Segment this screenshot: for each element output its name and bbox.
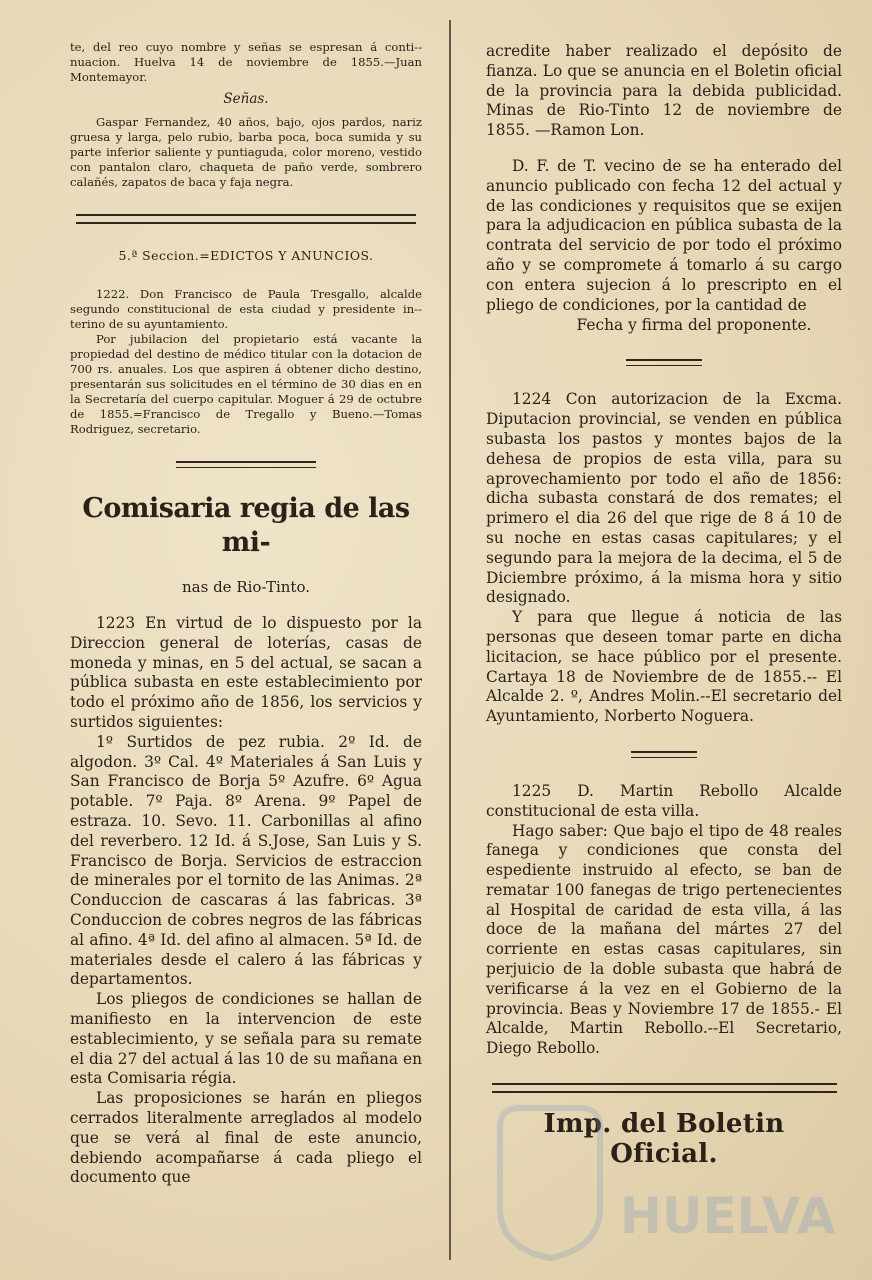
proposal-model: D. F. de T. vecino de se ha enterado del anuncio publicado con fecha 12 del actual y de las condiciones y requisitos que se exijen para la adjudicacion en pública subasta de la contrata del servicio de por todo el próximo año y se compromete á tomarlo á su cargo con entera sujecion á lo prescripto en el pliego de condiciones, por la cantidad de: [486, 156, 842, 314]
left-column: [70, 40, 422, 1188]
deposit-notice: acredite haber realizado el depósito de fianza. Lo que se anuncia en el Boletin oficial de la provincia para la debida publicidad. Minas de Rio-Tinto 12 de noviembre de 1855. —Ramon Lon.: [486, 42, 842, 140]
comisaria-title: Comisaria regia de las mi-: [82, 493, 410, 558]
edict-1222-header: 1222. Don Francisco de Paula Tresgallo, alcalde segundo constitucional de esta ciudad y presidente in-- terino de su ayuntamiento.: [70, 287, 422, 331]
senas-description: Gaspar Fernandez, 40 años, bajo, ojos pardos, nariz gruesa y larga, pelo rubio, barba poca, boca sumida y su parte inferior saliente y puntiaguda, color moreno, vestido con pantalon claro, chaqueta de paño verde, sombrero calañés, zapatos de baca y faja negra.: [70, 115, 422, 189]
edict-1223-list: 1º Surtidos de pez rubia. 2º Id. de algodon. 3º Cal. 4º Materiales á San Luis y San Francisco de Borja 5º Azufre. 6º Agua potable. 7º Paja. 8º Arena. 9º Papel de estraza. 10. Sevo. 11. Carbonillas al afino del reverbero. 12 Id. á S.Jose, San Luis y S. Francisco de Borja. Servicios de estraccion de minerales por el tornito de las Animas. 2ª Conduccion de cascaras á las fabricas. 3ª Conduccion de cobres negros de las fábricas al afino. 4ª Id. del afino al almacen. 5ª Id. de materiales desde el calero á las fábricas y departamentos.: [70, 732, 422, 989]
column-divider: [449, 20, 451, 1260]
proposer-signature: Fecha y firma del proponente.: [576, 316, 812, 335]
closing-rule: [492, 1083, 837, 1093]
notice-continuation: te, del reo cuyo nombre y señas se espresan á conti-- nuacion. Huelva 14 de noviembre de 1855.—Juan Montemayor.: [70, 40, 422, 84]
comisaria-subtitle: nas de Rio-Tinto.: [182, 578, 310, 596]
edict-1223-proposals: Las proposiciones se harán en pliegos cerrados literalmente arreglados al modelo que se verá al final de este anuncio, debiendo acompañarse á cada pliego el documento que: [70, 1089, 422, 1187]
edict-1224-closing: Y para que llegue á noticia de las personas que deseen tomar parte en dicha licitacion, se hace público por el presente. Cartaya 18 de Noviembre de de 1855.-- El Alcalde 2. º, Andres Molin.--El secretario del Ayuntamiento, Norberto Noguera.: [486, 608, 842, 726]
edict-1222-body: Por jubilacion del propietario está vacante la propiedad del destino de médico titular con la dotacion de 700 rs. anuales. Los que aspiren á obtener dicho destino, presentarán sus solicitudes en el término de 30 dias en en la Secretaría del cuerpo capitular. Moguer á 29 de octubre de 1855.=Francisco de Tregallo y Bueno.—Tomas Rodriguez, secretario.: [70, 332, 422, 436]
stamp-label: HUELVA: [620, 1187, 836, 1245]
section-heading: 5.ª Seccion.=EDICTOS Y ANUNCIOS.: [118, 248, 374, 263]
edict-1225-body: Hago saber: Que bajo el tipo de 48 reales fanega y condiciones que consta del espediente instruido al efecto, se ban de rematar 100 fanegas de trigo pertenecientes al Hospital de caridad de esta villa, á las doce de la mañana del mártes 27 del corriente en estas casas capitulares, sin perjuicio de la doble subasta que habrá de verificarse á la vez en el Gobierno de la provincia. Beas y Noviembre 17 de 1855.- El Alcalde, Martin Rebollo.--El Secretario, Diego Rebollo.: [486, 821, 842, 1058]
edict-1223-intro: 1223 En virtud de lo dispuesto por la Direccion general de loterías, casas de moneda y minas, en 5 del actual, se sacan a pública subasta en este establecimiento por todo el próximo año de 1856, los servicios y surtidos siguientes:: [70, 614, 422, 731]
senas-heading: Señas.: [223, 91, 269, 107]
section-rule: [76, 214, 416, 224]
short-rule: [176, 461, 316, 468]
short-rule-3: [631, 751, 697, 758]
edict-1225-header: 1225 D. Martin Rebollo Alcalde constitucional de esta villa.: [486, 781, 842, 820]
edict-1223-conditions: Los pliegos de condiciones se hallan de manifiesto en la intervencion de este establecimiento, y se señala para su remate el dia 27 del actual á las 10 de su mañana en esta Comisaria régia.: [70, 990, 422, 1088]
edict-1224-body: 1224 Con autorizacion de la Excma. Diputacion provincial, se venden en pública subasta los pastos y montes bajos de la dehesa de propios de esta villa, para su aprovechamiento por todo el año de 1856: dicha subasta constará de dos remates; el primero el dia 26 del que rige de 8 á 10 de su noche en estas casas capitulares; y el segundo para la mejora de la decima, el 5 de Diciembre próximo, á la misma hora y sitio designado.: [486, 390, 842, 607]
right-column: [486, 42, 842, 1169]
short-rule-2: [626, 359, 702, 366]
imprint-line: Imp. del Boletin Oficial.: [543, 1109, 785, 1170]
